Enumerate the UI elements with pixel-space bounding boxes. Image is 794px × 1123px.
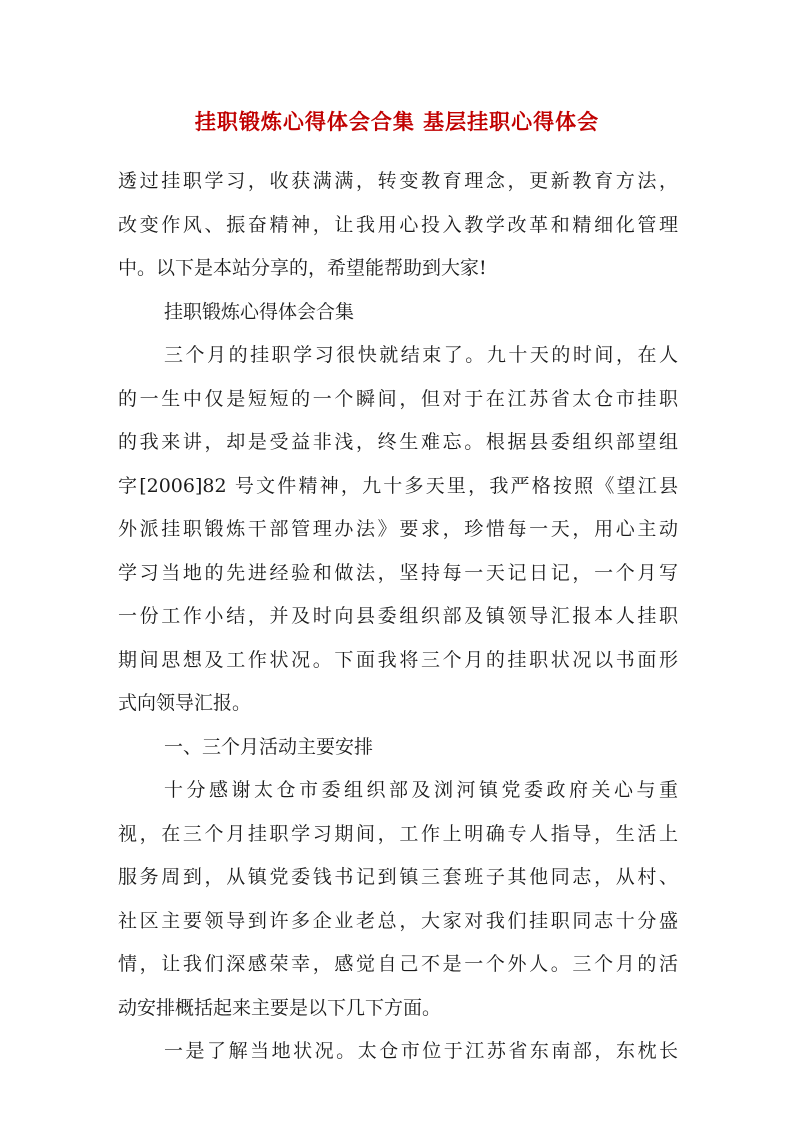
- paragraph-line: 中。以下是本站分享的，希望能帮助到大家!: [118, 257, 487, 279]
- paragraph-line: 一份工作小结，并及时向县委组织部及镇领导汇报本人挂职: [118, 605, 678, 627]
- paragraph-line: 一是了解当地状况。太仓市位于江苏省东南部，东枕长: [164, 1040, 678, 1062]
- paragraph-line: 社区主要领导到许多企业老总，大家对我们挂职同志十分盛: [118, 909, 678, 932]
- paragraph-line: 服务周到，从镇党委钱书记到镇三套班子其他同志，从村、: [118, 866, 678, 888]
- paragraph-line: 的我来讲，却是受益非浅，终生难忘。根据县委组织部望组: [118, 431, 678, 453]
- paragraph-line: 期间思想及工作状况。下面我将三个月的挂职状况以书面形: [118, 648, 678, 671]
- paragraph-line: 十分感谢太仓市委组织部及浏河镇党委政府关心与重: [164, 779, 678, 801]
- document-title: 挂职锻炼心得体会合集 基层挂职心得体会: [194, 110, 600, 134]
- paragraph-line: 挂职锻炼心得体会合集: [164, 300, 355, 323]
- paragraph-line: 视，在三个月挂职学习期间，工作上明确专人指导，生活上: [118, 822, 678, 845]
- paragraph-line: 外派挂职锻炼干部管理办法》要求，珍惜每一天，用心主动: [118, 518, 678, 540]
- document-body: [118, 160, 678, 1074]
- paragraph-line: 一、三个月活动主要安排: [164, 735, 374, 758]
- paragraph-line: 改变作风、振奋精神，让我用心投入教学改革和精细化管理: [118, 213, 678, 236]
- paragraph-line: 的一生中仅是短短的一个瞬间，但对于在江苏省太仓市挂职: [118, 387, 678, 410]
- paragraph-line: 动安排概括起来主要是以下几下方面。: [118, 996, 442, 1019]
- paragraph-line: 字[2006]82 号文件精神，九十多天里，我严格按照《望江县: [118, 474, 678, 497]
- paragraph-line: 三个月的挂职学习很快就结束了。九十天的时间，在人: [164, 344, 678, 366]
- paragraph-line: 透过挂职学习，收获满满，转变教育理念，更新教育方法，: [118, 170, 678, 192]
- paragraph-line: 学习当地的先进经验和做法，坚持每一天记日记，一个月写: [118, 561, 678, 584]
- paragraph-line: 情，让我们深感荣幸，感觉自己不是一个外人。三个月的活: [118, 953, 678, 975]
- paragraph-line: 式向领导汇报。: [118, 692, 252, 714]
